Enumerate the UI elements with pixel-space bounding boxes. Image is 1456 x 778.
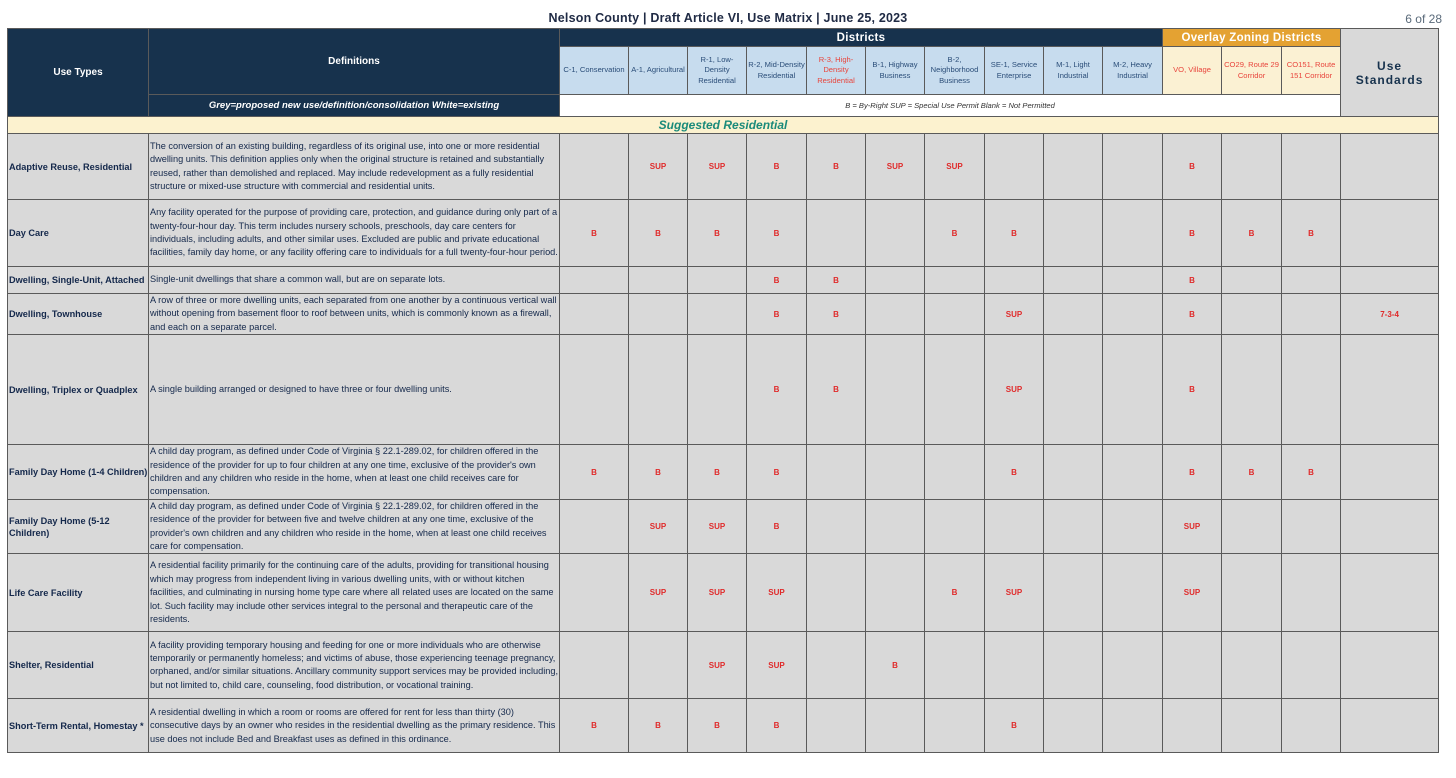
permit-cell <box>1103 554 1163 632</box>
district-column-header: B-2, Neighborhood Business <box>925 47 985 95</box>
permit-cell <box>866 294 925 335</box>
use-type-cell: Dwelling, Triplex or Quadplex <box>8 335 149 445</box>
permit-cell: SUP <box>629 134 688 200</box>
permit-cell <box>1044 200 1103 267</box>
permit-cell <box>807 200 866 267</box>
permit-cell: B <box>747 134 807 200</box>
table-row <box>8 134 1439 200</box>
permit-cell <box>866 200 925 267</box>
permit-cell: B <box>629 200 688 267</box>
permit-cell <box>1282 335 1341 445</box>
permit-cell <box>807 632 866 699</box>
permit-cell <box>560 267 629 294</box>
permit-cell: B <box>747 267 807 294</box>
permit-cell: SUP <box>747 632 807 699</box>
permit-key-legend: B = By-Right SUP = Special Use Permit Blank = Not Permitted <box>560 95 1341 117</box>
permit-cell: B <box>747 200 807 267</box>
permit-cell <box>925 445 985 500</box>
use-types-header: Use Types <box>8 29 149 117</box>
table-row <box>8 294 1439 335</box>
use-standard-cell <box>1341 445 1439 500</box>
district-column-header: M-2, Heavy Industrial <box>1103 47 1163 95</box>
permit-cell <box>807 499 866 554</box>
permit-cell <box>629 335 688 445</box>
permit-cell <box>866 499 925 554</box>
district-column-header: R-2, Mid-Density Residential <box>747 47 807 95</box>
permit-cell: B <box>807 294 866 335</box>
permit-cell: B <box>747 294 807 335</box>
grey-white-legend: Grey=proposed new use/definition/consolidation White=existing <box>149 95 560 117</box>
permit-cell: B <box>629 699 688 753</box>
districts-header: Districts <box>560 29 1163 47</box>
definition-cell: Any facility operated for the purpose of providing care, protection, and guidance during only part of a twenty-four-hour day. This term includes nursery schools, preschools, day care centers for individuals, including adults, and other similar uses. Excluded are public and private educational facilities, family day home, or any facility offering care to individuals for a full twenty-four-hour period. <box>149 200 560 267</box>
permit-cell <box>629 294 688 335</box>
permit-cell <box>560 134 629 200</box>
permit-cell <box>1044 445 1103 500</box>
permit-cell: B <box>807 335 866 445</box>
permit-cell: B <box>1163 134 1222 200</box>
permit-cell: SUP <box>688 632 747 699</box>
permit-cell <box>925 499 985 554</box>
permit-cell <box>1282 134 1341 200</box>
use-standard-cell <box>1341 267 1439 294</box>
permit-cell: B <box>688 200 747 267</box>
permit-cell <box>1222 632 1282 699</box>
permit-cell <box>866 267 925 294</box>
use-type-cell: Life Care Facility <box>8 554 149 632</box>
permit-cell <box>560 499 629 554</box>
permit-cell <box>560 335 629 445</box>
use-standard-cell <box>1341 499 1439 554</box>
permit-cell <box>1044 134 1103 200</box>
definitions-header: Definitions <box>149 29 560 95</box>
permit-cell: SUP <box>629 554 688 632</box>
overlay-column-header: VO, Village <box>1163 47 1222 95</box>
permit-cell: SUP <box>688 499 747 554</box>
permit-cell: B <box>807 267 866 294</box>
table-row <box>8 335 1439 445</box>
permit-cell: B <box>747 445 807 500</box>
permit-cell: B <box>1163 200 1222 267</box>
table-row <box>8 200 1439 267</box>
use-standard-cell <box>1341 335 1439 445</box>
use-type-cell: Family Day Home (1-4 Children) <box>8 445 149 500</box>
district-column-header: B-1, Highway Business <box>866 47 925 95</box>
permit-cell <box>1163 699 1222 753</box>
table-row <box>8 699 1439 753</box>
use-type-cell: Dwelling, Single-Unit, Attached <box>8 267 149 294</box>
permit-cell <box>985 134 1044 200</box>
use-standards-header: Use Standards <box>1341 29 1439 117</box>
permit-cell <box>1282 699 1341 753</box>
permit-cell: B <box>1282 200 1341 267</box>
permit-cell <box>1222 499 1282 554</box>
permit-cell: B <box>560 200 629 267</box>
permit-cell <box>866 699 925 753</box>
permit-cell <box>1222 335 1282 445</box>
definition-cell: A row of three or more dwelling units, each separated from one another by a continuous vertical wall without opening from basement floor to roof between units, which is commonly known as a firewall, and each on a separate parcel. <box>149 294 560 335</box>
permit-cell <box>925 267 985 294</box>
permit-cell <box>560 554 629 632</box>
overlay-column-header: CO151, Route 151 Corridor <box>1282 47 1341 95</box>
permit-cell <box>925 335 985 445</box>
table-row <box>8 632 1439 699</box>
permit-cell: B <box>688 699 747 753</box>
document-title: Nelson County | Draft Article VI, Use Matrix | June 25, 2023 <box>548 11 908 25</box>
permit-cell: B <box>1163 294 1222 335</box>
permit-cell <box>1282 499 1341 554</box>
permit-cell <box>925 699 985 753</box>
permit-cell <box>1044 294 1103 335</box>
permit-cell <box>1163 632 1222 699</box>
permit-cell: B <box>629 445 688 500</box>
permit-cell <box>688 335 747 445</box>
table-row <box>8 554 1439 632</box>
permit-cell <box>1282 267 1341 294</box>
district-column-header: M-1, Light Industrial <box>1044 47 1103 95</box>
permit-cell: SUP <box>629 499 688 554</box>
permit-cell <box>1044 554 1103 632</box>
permit-cell: SUP <box>747 554 807 632</box>
permit-cell <box>1103 699 1163 753</box>
permit-cell: B <box>747 499 807 554</box>
permit-cell <box>1044 632 1103 699</box>
use-type-cell: Short-Term Rental, Homestay * <box>8 699 149 753</box>
permit-cell: B <box>1282 445 1341 500</box>
permit-cell: B <box>1163 267 1222 294</box>
permit-cell <box>925 632 985 699</box>
permit-cell <box>807 554 866 632</box>
definition-cell: A child day program, as defined under Code of Virginia § 22.1-289.02, for children offered in the residence of the provider for between five and twelve children at any one time, exclusive of the provider's own children and any children who reside in the home, when at least one child receives care for compensation. <box>149 499 560 554</box>
permit-cell <box>1103 294 1163 335</box>
overlay-column-header: CO29, Route 29 Corridor <box>1222 47 1282 95</box>
permit-cell: B <box>807 134 866 200</box>
definition-cell: A residential facility primarily for the continuing care of the adults, providing for transitional housing which may progress from independent living in various dwelling units, with or without kitchen facilities, and culminating in nursing home type care where all related uses are located on the same lot. Such facility may include other services integral to the personal and therapeutic care of the residents. <box>149 554 560 632</box>
definition-cell: A child day program, as defined under Code of Virginia § 22.1-289.02, for children offered in the residence of the provider for up to four children at any one time, exclusive of the provider's own children and any children who reside in the home, when at least one child receives care for compensation. <box>149 445 560 500</box>
table-row <box>8 267 1439 294</box>
permit-cell: B <box>1163 445 1222 500</box>
permit-cell <box>1222 554 1282 632</box>
use-standard-cell <box>1341 134 1439 200</box>
permit-cell <box>1044 699 1103 753</box>
permit-cell <box>1282 554 1341 632</box>
permit-cell <box>985 267 1044 294</box>
permit-cell: B <box>1222 445 1282 500</box>
permit-cell: SUP <box>688 554 747 632</box>
use-type-cell: Family Day Home (5-12 Children) <box>8 499 149 554</box>
use-type-cell: Shelter, Residential <box>8 632 149 699</box>
permit-cell <box>1103 445 1163 500</box>
use-type-cell: Day Care <box>8 200 149 267</box>
permit-cell <box>807 445 866 500</box>
page-number: 6 of 28 <box>1405 12 1442 26</box>
permit-cell: B <box>985 699 1044 753</box>
use-type-cell: Dwelling, Townhouse <box>8 294 149 335</box>
permit-cell <box>866 335 925 445</box>
permit-cell: SUP <box>985 554 1044 632</box>
district-column-header: SE-1, Service Enterprise <box>985 47 1044 95</box>
permit-cell: B <box>747 699 807 753</box>
use-standard-cell <box>1341 200 1439 267</box>
use-standard-cell <box>1341 699 1439 753</box>
permit-cell <box>1103 335 1163 445</box>
permit-cell <box>1044 267 1103 294</box>
permit-cell: B <box>925 554 985 632</box>
permit-cell <box>560 294 629 335</box>
permit-cell: B <box>1222 200 1282 267</box>
permit-cell: SUP <box>688 134 747 200</box>
permit-cell: SUP <box>985 335 1044 445</box>
permit-cell: SUP <box>1163 499 1222 554</box>
district-column-header: R-3, High-Density Residential <box>807 47 866 95</box>
permit-cell <box>1222 294 1282 335</box>
permit-cell <box>1103 200 1163 267</box>
permit-cell <box>1222 267 1282 294</box>
permit-cell <box>688 294 747 335</box>
permit-cell: B <box>688 445 747 500</box>
permit-cell: B <box>560 699 629 753</box>
permit-cell: B <box>747 335 807 445</box>
permit-cell <box>1282 632 1341 699</box>
permit-cell <box>1044 499 1103 554</box>
permit-cell <box>1103 267 1163 294</box>
permit-cell <box>1103 499 1163 554</box>
use-matrix-table <box>7 28 1439 753</box>
section-heading: Suggested Residential <box>8 117 1439 134</box>
permit-cell: B <box>560 445 629 500</box>
use-type-cell: Adaptive Reuse, Residential <box>8 134 149 200</box>
permit-cell <box>629 267 688 294</box>
permit-cell: B <box>985 445 1044 500</box>
permit-cell: B <box>985 200 1044 267</box>
definition-cell: The conversion of an existing building, regardless of its original use, into one or more residential dwelling units. This definition applies only when the original structure is retained and substantially reused, rather than demolished and replaced. May include redevelopment as a fully residential structure or mixed-use structure with commercial and residential units. <box>149 134 560 200</box>
permit-cell <box>1103 632 1163 699</box>
permit-cell <box>1222 134 1282 200</box>
permit-cell <box>985 499 1044 554</box>
permit-cell <box>866 554 925 632</box>
permit-cell <box>629 632 688 699</box>
definition-cell: A residential dwelling in which a room or rooms are offered for rent for less than thirty (30) consecutive days by an owner who resides in the residential dwelling as the primary residence. This use does not include Bed and Breakfast uses as defined in this ordinance. <box>149 699 560 753</box>
permit-cell: B <box>1163 335 1222 445</box>
definition-cell: A single building arranged or designed to have three or four dwelling units. <box>149 335 560 445</box>
permit-cell <box>866 445 925 500</box>
district-column-header: R-1, Low-Density Residential <box>688 47 747 95</box>
permit-cell <box>1222 699 1282 753</box>
overlay-districts-header: Overlay Zoning Districts <box>1163 29 1341 47</box>
permit-cell: SUP <box>925 134 985 200</box>
district-column-header: A-1, Agricultural <box>629 47 688 95</box>
permit-cell: SUP <box>985 294 1044 335</box>
use-standard-cell <box>1341 632 1439 699</box>
permit-cell: SUP <box>866 134 925 200</box>
definition-cell: A facility providing temporary housing and feeding for one or more individuals who are otherwise temporarily or permanently homeless; and victims of abuse, those experiencing teenage pregnancy, orphaned, and/or similar situations. Ancillary community support services may be provided including, but not limited to, child care, counseling, food distribution, or vocational training. <box>149 632 560 699</box>
permit-cell: SUP <box>1163 554 1222 632</box>
permit-cell <box>807 699 866 753</box>
permit-cell <box>688 267 747 294</box>
permit-cell <box>1282 294 1341 335</box>
permit-cell <box>560 632 629 699</box>
permit-cell <box>925 294 985 335</box>
permit-cell: B <box>925 200 985 267</box>
definition-cell: Single-unit dwellings that share a common wall, but are on separate lots. <box>149 267 560 294</box>
permit-cell: B <box>866 632 925 699</box>
table-row <box>8 445 1439 500</box>
permit-cell <box>1044 335 1103 445</box>
district-column-header: C-1, Conservation <box>560 47 629 95</box>
use-standard-cell <box>1341 554 1439 632</box>
table-row <box>8 499 1439 554</box>
permit-cell <box>985 632 1044 699</box>
use-standard-cell: 7-3-4 <box>1341 294 1439 335</box>
permit-cell <box>1103 134 1163 200</box>
